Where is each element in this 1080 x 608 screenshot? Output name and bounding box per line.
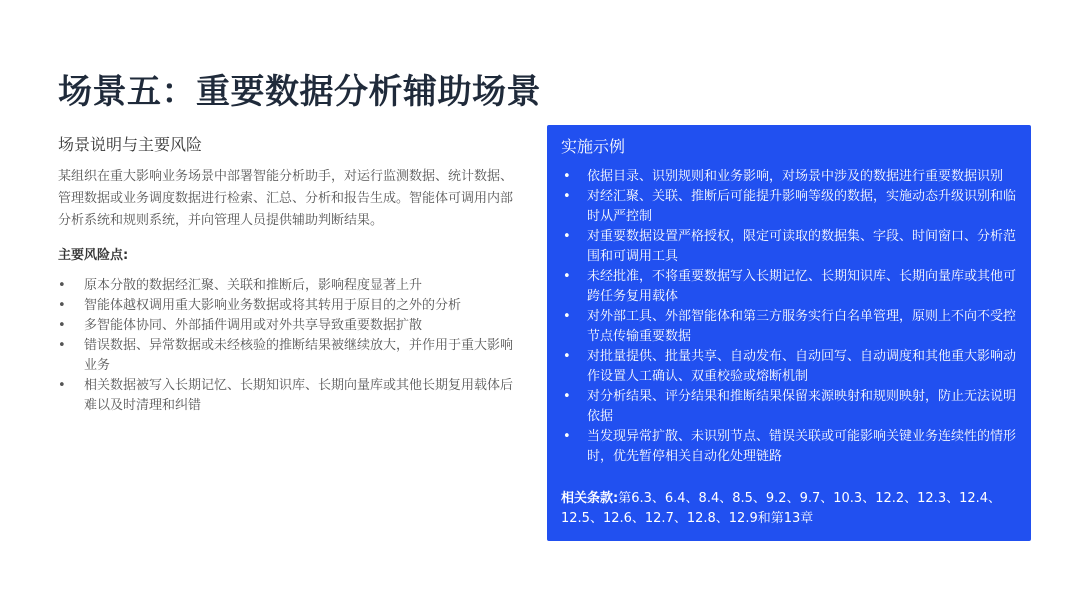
risk-item: • 智能体越权调用重大影响业务数据或将其转用于原目的之外的分析 — [58, 296, 524, 316]
example-item: • 对重要数据设置严格授权，限定可读取的数据集、字段、时间窗口、分析范围和可调用工具 — [561, 227, 1017, 267]
risk-item: • 相关数据被写入长期记忆、长期知识库、长期向量库或其他长期复用载体后难以及时清理和纠错 — [58, 376, 524, 416]
example-item: • 对批量提供、批量共享、自动发布、自动回写、自动调度和其他重大影响动作设置人工确认、双重校验或熔断机制 — [561, 347, 1017, 387]
related-clauses-label: 相关条款: — [561, 491, 619, 506]
risk-points-heading: 主要风险点: — [58, 248, 129, 263]
example-item: • 对外部工具、外部智能体和第三方服务实行白名单管理，原则上不向不受控节点传输重要数据 — [561, 307, 1017, 347]
related-clauses — [561, 489, 1017, 529]
risk-item: • 原本分散的数据经汇聚、关联和推断后，影响程度显著上升 — [58, 276, 524, 296]
risk-item: • 错误数据、异常数据或未经核验的推断结果被继续放大，并作用于重大影响业务 — [58, 336, 524, 376]
example-item: • 未经批准，不将重要数据写入长期记忆、长期知识库、长期向量库或其他可跨任务复用载体 — [561, 267, 1017, 307]
example-item: • 对经汇聚、关联、推断后可能提升影响等级的数据，实施动态升级识别和临时从严控制 — [561, 187, 1017, 227]
page-title: 场景五：重要数据分析辅助场景 — [58, 72, 541, 112]
example-item: • 对分析结果、评分结果和推断结果保留来源映射和规则映射，防止无法说明依据 — [561, 387, 1017, 427]
related-clauses-text: 第6.3、6.4、8.4、8.5、9.2、9.7、10.3、12.2、12.3、12.4、12.5、12.6、12.7、12.8、12.9和第13章 — [561, 491, 1002, 526]
example-item: • 当发现异常扩散、未识别节点、错误关联或可能影响关键业务连续性的情形时，优先暂停相关自动化处理链路 — [561, 427, 1017, 467]
examples-list — [561, 167, 1017, 467]
scenario-description-section — [58, 134, 524, 416]
risk-list — [58, 276, 524, 416]
scenario-description: 某组织在重大影响业务场景中部署智能分析助手，对运行监测数据、统计数据、管理数据或业务调度数据进行检索、汇总、分析和报告生成。智能体可调用内部分析系统和规则系统，并向管理人员提供辅助判断结果。 — [58, 169, 514, 228]
example-item: • 依据目录、识别规则和业务影响，对场景中涉及的数据进行重要数据识别 — [561, 167, 1017, 187]
panel-title: 实施示例 — [561, 137, 626, 156]
risk-item: • 多智能体协同、外部插件调用或对外共享导致重要数据扩散 — [58, 316, 524, 336]
section-subhead: 场景说明与主要风险 — [58, 135, 203, 154]
implementation-examples-panel — [547, 125, 1031, 541]
